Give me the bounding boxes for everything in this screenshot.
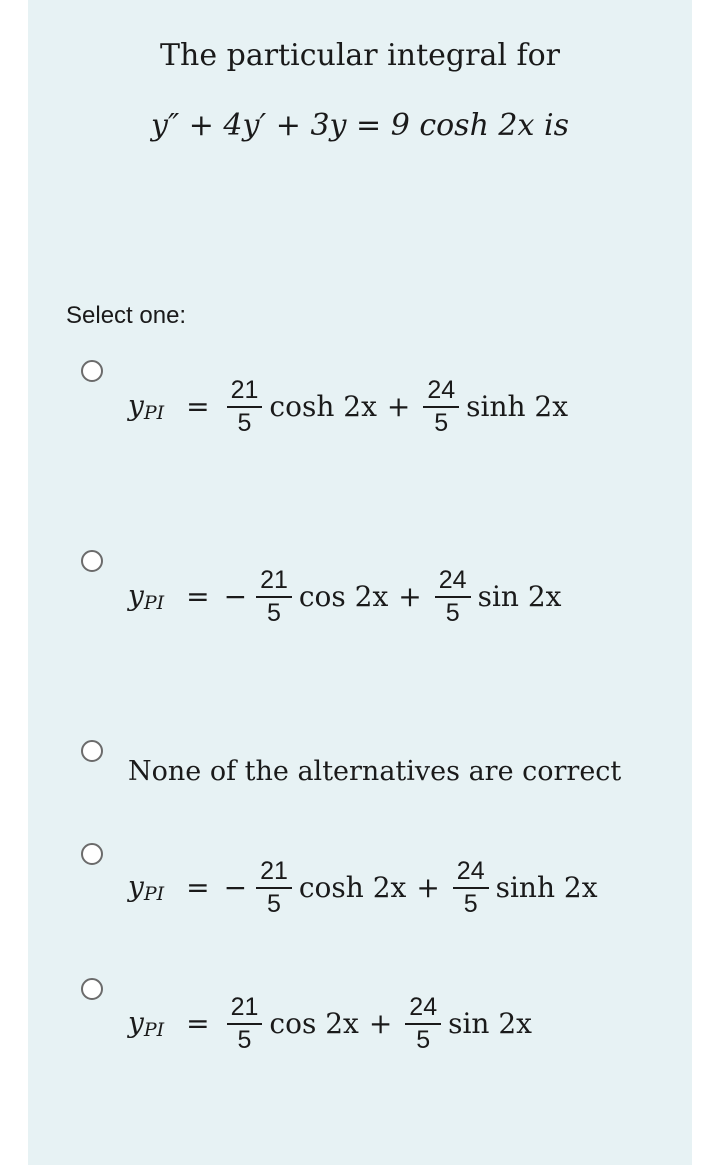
- option-4-fraction-1: $\frac{21}{5}$: [256, 857, 292, 918]
- plus-sign: +: [386, 390, 411, 423]
- option-4[interactable]: [128, 857, 598, 918]
- option-4-lhs: $y_{PI}$: [128, 870, 165, 905]
- plus-sign: +: [368, 1007, 393, 1040]
- plus-sign: +: [398, 580, 422, 613]
- option-3-text: None of the alternatives are correct: [128, 756, 622, 787]
- equals-sign: =: [186, 580, 210, 613]
- select-one-label: Select one:: [66, 302, 187, 329]
- option-4-fn-1: cosh 2x: [298, 871, 407, 904]
- option-2-lhs: $y_{PI}$: [128, 579, 165, 614]
- option-2-radio[interactable]: [81, 550, 103, 572]
- option-5-radio[interactable]: [81, 978, 103, 1000]
- question-equation: y″ + 4y′ + 3y = 9 cosh 2x is: [151, 108, 569, 143]
- option-1-fn-2: sinh 2x: [466, 390, 569, 423]
- option-5-fn-2: sin 2x: [448, 1007, 532, 1040]
- option-5-fraction-2: $\frac{24}{5}$: [405, 993, 441, 1054]
- option-3[interactable]: [128, 756, 621, 787]
- minus-sign: −: [223, 580, 248, 613]
- option-1-fraction-1: $\frac{21}{5}$: [227, 376, 263, 437]
- equals-sign: =: [186, 1007, 210, 1040]
- option-4-radio[interactable]: [81, 843, 103, 865]
- option-2-fn-2: sin 2x: [477, 580, 562, 613]
- option-2[interactable]: [128, 566, 561, 627]
- option-1-fraction-2: $\frac{24}{5}$: [423, 376, 459, 437]
- minus-sign: −: [223, 871, 248, 904]
- option-2-fraction-1: $\frac{21}{5}$: [256, 566, 292, 627]
- plus-sign: +: [416, 871, 440, 904]
- option-3-radio[interactable]: [81, 740, 103, 762]
- question-line1: The particular integral for: [160, 38, 560, 73]
- option-1-lhs: $y_{PI}$: [128, 389, 165, 424]
- question-text: [0, 30, 720, 152]
- option-5-lhs: $y_{PI}$: [128, 1006, 165, 1041]
- option-5-fn-1: cos 2x: [269, 1007, 359, 1040]
- equals-sign: =: [186, 390, 210, 423]
- option-2-fn-1: cos 2x: [298, 580, 389, 613]
- option-1[interactable]: [128, 376, 568, 437]
- option-5[interactable]: [128, 993, 532, 1054]
- option-1-fn-1: cosh 2x: [269, 390, 377, 423]
- option-1-radio[interactable]: [81, 360, 103, 382]
- equals-sign: =: [186, 871, 210, 904]
- option-4-fn-2: sinh 2x: [495, 871, 598, 904]
- option-2-fraction-2: $\frac{24}{5}$: [435, 566, 471, 627]
- option-4-fraction-2: $\frac{24}{5}$: [453, 857, 489, 918]
- option-5-fraction-1: $\frac{21}{5}$: [227, 993, 263, 1054]
